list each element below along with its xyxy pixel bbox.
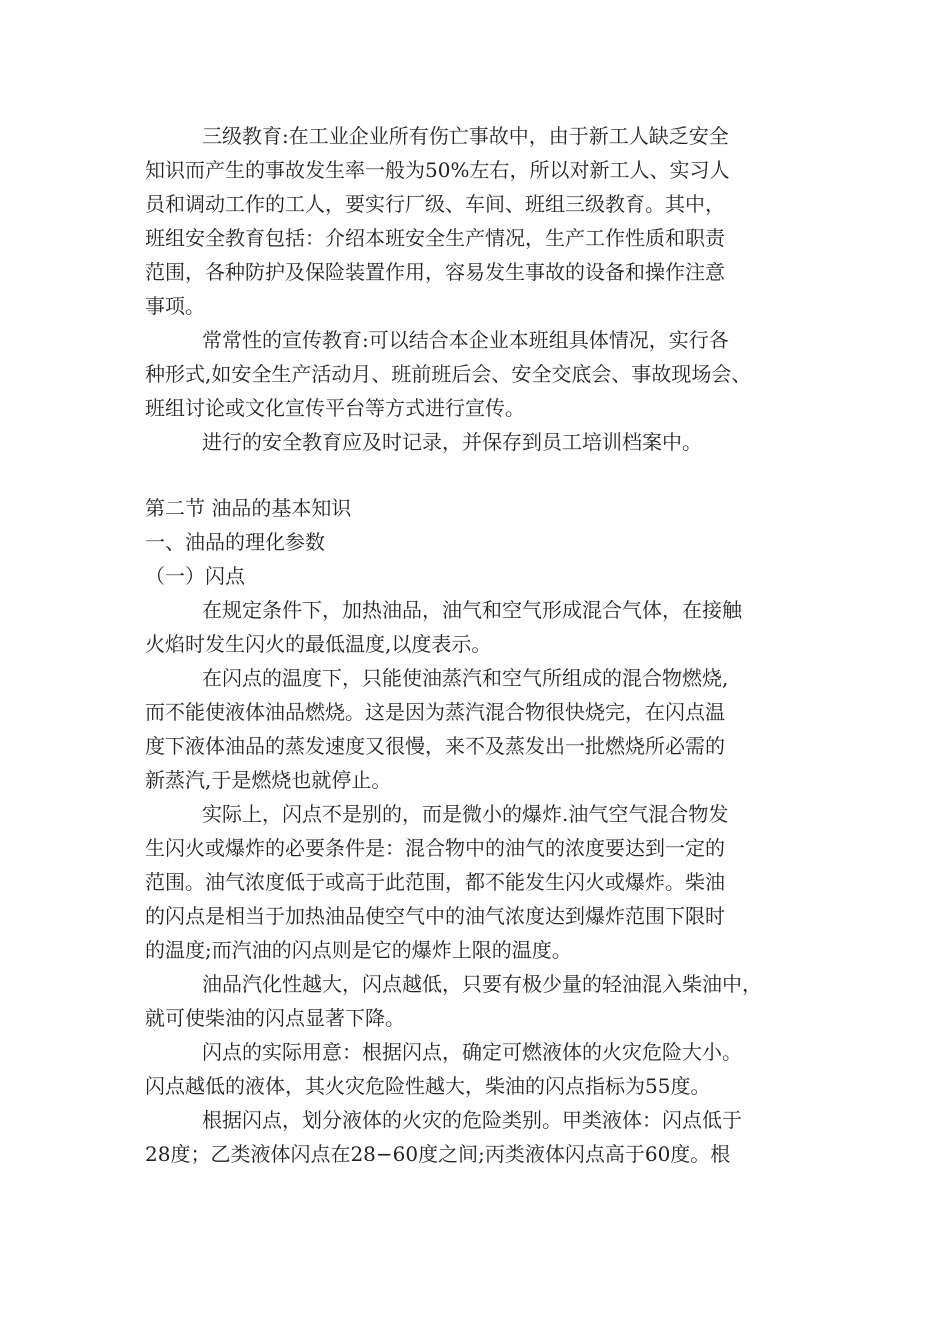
text-line: 在闪点的温度下，只能使油蒸汽和空气所组成的混合物燃烧,: [202, 666, 729, 690]
subsection-heading: 一、油品的理化参数: [145, 530, 325, 554]
section-heading: 第二节 油品的基本知识: [145, 496, 352, 520]
text-line: 生闪火或爆炸的必要条件是：混合物中的油气的浓度要达到一定的: [145, 836, 725, 860]
text-line: 员和调动工作的工人，要实行厂级、车间、班组三级教育。其中，: [145, 192, 725, 216]
text-line: 28度；乙类液体闪点在28−60度之间;丙类液体闪点高于60度。根: [145, 1142, 731, 1166]
text-line: 种形式,如安全生产活动月、班前班后会、安全交底会、事故现场会、: [145, 362, 752, 386]
text-line: 常常性的宣传教育:可以结合本企业本班组具体情况，实行各: [202, 328, 729, 352]
text-line: 闪点的实际用意：根据闪点，确定可燃液体的火灾危险大小。: [202, 1040, 742, 1064]
text-line: 闪点越低的液体，其火灾危险性越大，柴油的闪点指标为55度。: [145, 1074, 711, 1098]
text-line: 范围。油气浓度低于或高于此范围，都不能发生闪火或爆炸。柴油: [145, 870, 725, 894]
text-line: 根据闪点，划分液体的火灾的危险类别。甲类液体：闪点低于: [202, 1108, 742, 1132]
text-line: 知识而产生的事故发生率一般为50%左右，所以对新工人、实习人: [145, 158, 730, 182]
item-heading: （一）闪点: [145, 564, 245, 588]
text-line: 而不能使液体油品燃烧。这是因为蒸汽混合物很快烧完，在闪点温: [145, 700, 725, 724]
text-line: 新蒸汽,于是燃烧也就停止。: [145, 768, 392, 792]
text-line: 火焰时发生闪火的最低温度,以度表示。: [145, 632, 492, 656]
text-line: 的闪点是相当于加热油品使空气中的油气浓度达到爆炸范围下限时: [145, 904, 725, 928]
text-line: 的温度;而汽油的闪点则是它的爆炸上限的温度。: [145, 938, 572, 962]
text-line: 班组安全教育包括：介绍本班安全生产情况，生产工作性质和职责: [145, 226, 725, 250]
text-line: 三级教育:在工业企业所有伤亡事故中，由于新工人缺乏安全: [202, 124, 729, 148]
text-line: 度下液体油品的蒸发速度又很慢，来不及蒸发出一批燃烧所必需的: [145, 734, 725, 758]
text-line: 油品汽化性越大，闪点越低，只要有极少量的轻油混入柴油中，: [202, 972, 762, 996]
text-line: 实际上，闪点不是别的，而是微小的爆炸.油气空气混合物发: [202, 802, 729, 826]
text-line: 班组讨论或文化宣传平台等方式进行宣传。: [145, 396, 525, 420]
text-line: 在规定条件下，加热油品，油气和空气形成混合气体，在接触: [202, 598, 742, 622]
text-line: 进行的安全教育应及时记录，并保存到员工培训档案中。: [202, 430, 702, 454]
text-line: 事项。: [145, 294, 205, 318]
text-line: 就可使柴油的闪点显著下降。: [145, 1006, 405, 1030]
text-line: 范围，各种防护及保险装置作用，容易发生事故的设备和操作注意: [145, 260, 725, 284]
